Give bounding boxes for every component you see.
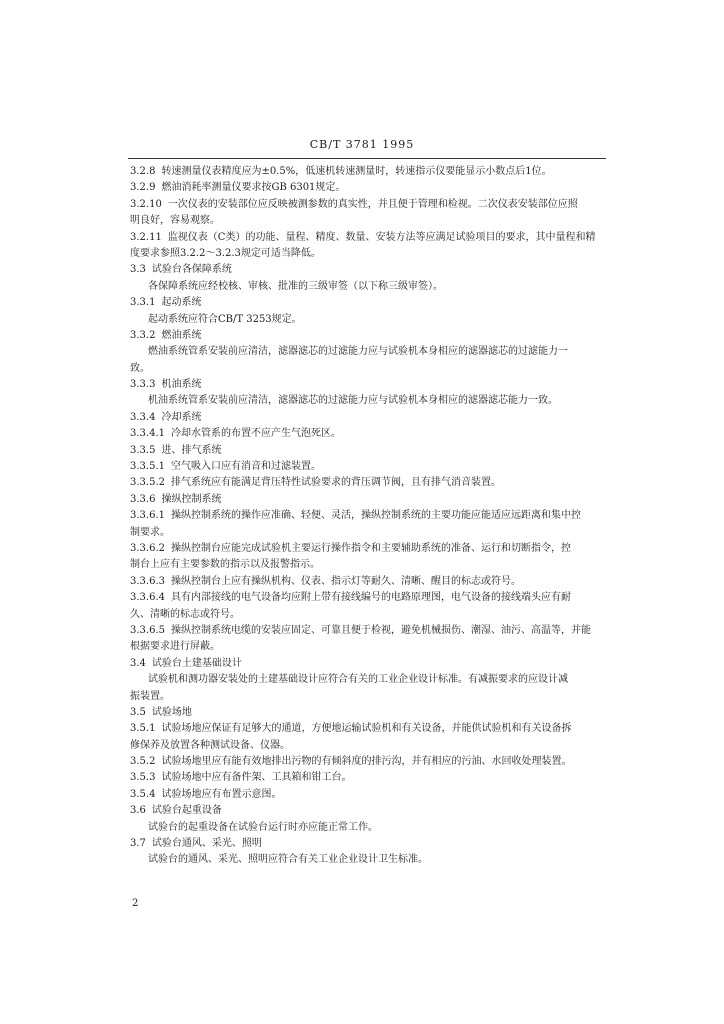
text-line xyxy=(130,721,600,737)
text-line xyxy=(130,361,600,377)
clause-text: 试验台土建基础设计 xyxy=(151,657,242,669)
clause-text: 根据要求进行屏蔽。 xyxy=(130,641,220,653)
text-line xyxy=(130,803,600,819)
text-line xyxy=(130,312,600,328)
text-line xyxy=(130,164,600,180)
clause-text: 燃油消耗率测量仪要求按GB 6301规定。 xyxy=(161,182,346,194)
text-line xyxy=(130,820,600,836)
clause-text: 操纵控制台上应有操纵机构、仪表、指示灯等耐久、清晰、醒目的标志或符号。 xyxy=(171,575,521,587)
clause-text: 机油系统 xyxy=(161,379,202,391)
clause-number: 3.3.6.1 xyxy=(130,510,165,522)
text-line xyxy=(130,328,600,344)
clause-number: 3.2.8 xyxy=(130,166,156,177)
clause-text: 制台上应有主要参数的指示以及报警指示。 xyxy=(130,559,320,571)
clause-number: 3.3.1 xyxy=(130,297,156,309)
clause-text: 试验场地应有布置示意图。 xyxy=(161,788,282,800)
text-line xyxy=(130,344,600,360)
text-line xyxy=(130,377,600,393)
standard-code-header: CB/T 3781 1995 xyxy=(309,138,415,151)
clause-text: 起动系统 xyxy=(161,297,202,309)
clause-text: 冷却系统 xyxy=(161,411,202,423)
clause-text: 具有内部接线的电气设备均应附上带有接线编号的电路原理图，电气设备的接线端头应有耐 xyxy=(171,592,571,604)
clause-text: 转速测量仪表精度应为±0.5%，低速机转速测量时，转速指示仪要能显示小数点后1位。 xyxy=(161,166,552,177)
clause-number: 3.3.5.2 xyxy=(130,477,165,489)
clause-number: 3.3.6.2 xyxy=(130,542,165,554)
clause-text: 各保障系统应经校核、审核、批准的三级审签（以下称三级审签）。 xyxy=(148,280,443,292)
text-line xyxy=(130,508,600,524)
clause-number: 3.3 xyxy=(130,264,146,276)
clause-text: 操纵控制系统 xyxy=(161,493,222,505)
clause-number: 3.5.1 xyxy=(130,723,156,735)
text-line xyxy=(130,607,600,623)
text-line xyxy=(130,393,600,409)
clause-text: 试验机和测功器安装处的土建基础设计应符合有关的工业企业设计标准。有减振要求的应设计减 xyxy=(148,674,568,686)
clause-text: 操纵控制台应能完成试验机主要运行操作指令和主要辅助系统的准备、运行和切断指令，控 xyxy=(171,542,571,554)
clause-number: 3.2.10 xyxy=(130,198,162,210)
text-line xyxy=(130,492,600,508)
clause-text: 燃油系统管系安装前应清洁，滤器滤芯的过滤能力应与试验机本身相应的滤器滤芯的过滤能力一 xyxy=(148,346,568,358)
text-line xyxy=(130,689,600,705)
text-line xyxy=(130,623,600,639)
text-line xyxy=(130,443,600,459)
clause-number: 3.4 xyxy=(130,657,146,669)
text-line xyxy=(130,590,600,606)
clause-text: 操纵控制系统的操作应准确、轻便、灵活，操纵控制系统的主要功能应能适应远距离和集中控 xyxy=(171,510,581,522)
text-line xyxy=(130,262,600,278)
text-line xyxy=(130,213,600,229)
text-line xyxy=(130,541,600,557)
clause-text: 明良好，容易观察。 xyxy=(130,215,220,227)
clause-number: 3.5.2 xyxy=(130,756,156,768)
text-line xyxy=(130,852,600,868)
clause-text: 试验台的通风、采光、照明应符合有关工业企业设计卫生标准。 xyxy=(148,854,428,866)
clause-number: 3.5.4 xyxy=(130,788,156,800)
clause-text: 冷却水管系的布置不应产生气泡死区。 xyxy=(171,428,341,440)
clause-text: 久、清晰的标志或符号。 xyxy=(130,608,240,620)
clause-text: 操纵控制系统电缆的安装应固定、可靠且便于检视，避免机械损伤、潮湿、油污、高温等，并能 xyxy=(171,624,591,636)
text-line xyxy=(130,639,600,655)
clause-number: 3.3.6.4 xyxy=(130,592,165,604)
clause-number: 3.3.6 xyxy=(130,493,156,505)
clause-text: 度要求参照3.2.2～3.2.3规定可适当降低。 xyxy=(130,247,321,259)
text-line xyxy=(130,557,600,573)
clause-text: 试验台起重设备 xyxy=(151,805,222,817)
clause-text: 试验台各保障系统 xyxy=(151,264,232,276)
text-line xyxy=(130,705,600,721)
text-line xyxy=(130,246,600,262)
text-line xyxy=(130,672,600,688)
text-line xyxy=(130,836,600,852)
text-line xyxy=(130,279,600,295)
clause-number: 3.3.6.5 xyxy=(130,624,165,636)
clause-number: 3.3.5.1 xyxy=(130,461,165,473)
text-line xyxy=(130,180,600,196)
clause-number: 3.2.11 xyxy=(130,231,162,243)
clause-text: 起动系统应符合CB/T 3253规定。 xyxy=(148,313,302,325)
clause-number: 3.3.3 xyxy=(130,379,156,391)
text-line xyxy=(130,475,600,491)
clause-number: 3.2.9 xyxy=(130,182,156,194)
clause-number: 3.3.4 xyxy=(130,411,156,423)
text-line xyxy=(130,197,600,213)
text-line xyxy=(130,787,600,803)
clause-text: 试验场地 xyxy=(151,706,192,718)
clause-number: 3.7 xyxy=(130,838,146,850)
text-line xyxy=(130,574,600,590)
header-rule xyxy=(128,158,606,159)
text-line xyxy=(130,656,600,672)
clause-number: 3.3.4.1 xyxy=(130,428,165,440)
clause-text: 试验台的起重设备在试验台运行时亦应能正常工作。 xyxy=(148,821,378,833)
clause-text: 制要求。 xyxy=(130,526,170,538)
text-line xyxy=(130,459,600,475)
clause-text: 监视仪表（C类）的功能、量程、精度、数量、安装方法等应满足试验项目的要求，其中量程和精 xyxy=(167,231,596,243)
clause-number: 3.6 xyxy=(130,805,146,817)
clause-number: 3.5.3 xyxy=(130,772,156,784)
text-line xyxy=(130,770,600,786)
clause-text: 空气吸入口应有消音和过滤装置。 xyxy=(171,461,321,473)
clause-number: 3.5 xyxy=(130,706,146,718)
clause-text: 致。 xyxy=(130,362,150,374)
clause-text: 修保养及放置各种测试设备、仪器。 xyxy=(130,739,290,751)
clause-text: 一次仪表的安装部位应反映被测参数的真实性，并且便于管理和检视。二次仪表安装部位应照 xyxy=(167,198,578,210)
text-line xyxy=(130,230,600,246)
clause-text: 试验台通风、采光、照明 xyxy=(151,838,262,850)
clause-text: 振装置。 xyxy=(130,690,170,702)
document-body xyxy=(130,164,600,869)
text-line xyxy=(130,525,600,541)
text-line xyxy=(130,754,600,770)
clause-text: 试验场地里应有能有效地排出污物的有倾斜度的排污沟，并有相应的污油、水回收处理装置。 xyxy=(161,756,572,768)
clause-text: 试验场地中应有备件架、工具箱和钳工台。 xyxy=(161,772,352,784)
clause-number: 3.3.6.3 xyxy=(130,575,165,587)
clause-text: 排气系统应有能满足背压特性试验要求的背压调节阀，且有排气消音装置。 xyxy=(171,477,501,489)
page-number: 2 xyxy=(132,898,139,909)
clause-text: 进、排气系统 xyxy=(161,444,222,456)
clause-number: 3.3.5 xyxy=(130,444,156,456)
clause-text: 试验场地应保证有足够大的通道，方便地运输试验机和有关设备，并能供试验机和有关设备拆 xyxy=(161,723,572,735)
clause-number: 3.3.2 xyxy=(130,329,156,341)
text-line xyxy=(130,410,600,426)
clause-text: 燃油系统 xyxy=(161,329,202,341)
text-line xyxy=(130,738,600,754)
text-line xyxy=(130,295,600,311)
text-line xyxy=(130,426,600,442)
clause-text: 机油系统管系安装前应清洁，滤器滤芯的过滤能力应与试验机本身相应的滤器滤芯能力一致。 xyxy=(148,395,558,407)
